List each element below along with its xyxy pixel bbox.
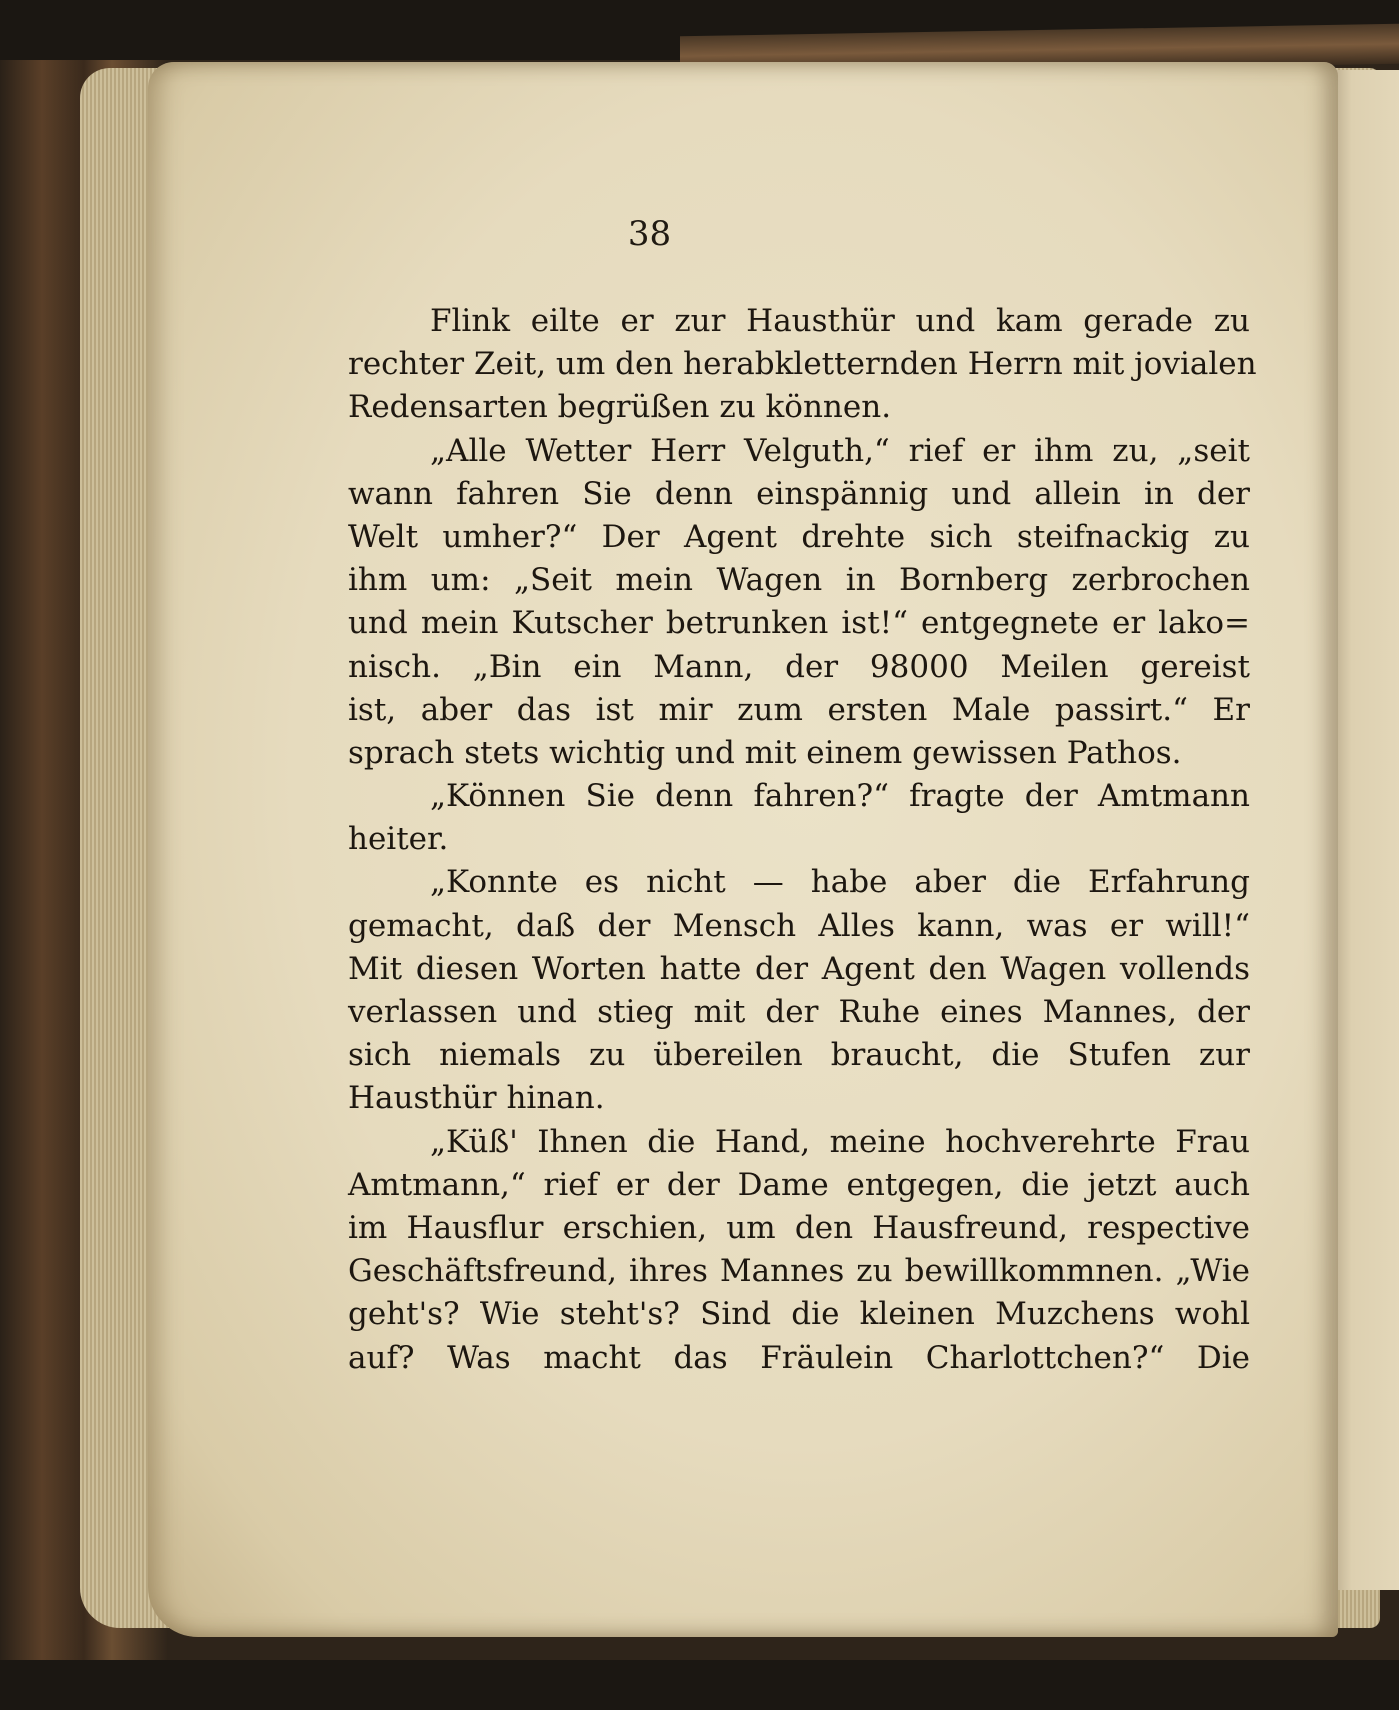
text-line: Welt umher?“ Der Agent drehte sich steifnackig zu xyxy=(348,518,1250,555)
text-line: Amtmann,“ rief er der Dame entgegen, die jetzt auch xyxy=(348,1166,1250,1203)
text-line: sprach stets wichtig und mit einem gewissen Pathos. xyxy=(348,734,1182,771)
text-line: sich niemals zu übereilen braucht, die Stufen zur xyxy=(348,1037,1250,1074)
text-line: nisch. „Bin ein Mann, der 98000 Meilen gereist xyxy=(348,648,1250,685)
text-line: „Konnte es nicht — habe aber die Erfahrung xyxy=(430,864,1250,901)
text-line: Geschäftsfreund, ihres Mannes zu bewillkommnen. „Wie xyxy=(348,1253,1250,1290)
text-line: ihm um: „Seit mein Wagen in Bornberg zerbrochen xyxy=(348,562,1250,599)
text-line: „Alle Wetter Herr Velguth,“ rief er ihm zu, „seit xyxy=(430,432,1250,469)
page-number: 38 xyxy=(627,214,672,254)
text-line: rechter Zeit, um den herabkletternden Herrn mit jovialen xyxy=(348,346,1257,383)
text-line: wann fahren Sie denn einspännig und allein in der xyxy=(348,475,1250,512)
text-line: und mein Kutscher betrunken ist!“ entgegnete er lako= xyxy=(348,605,1250,642)
text-line: auf? Was macht das Fräulein Charlottchen?“ Die xyxy=(348,1339,1250,1376)
text-line: Flink eilte er zur Hausthür und kam gerade zu xyxy=(430,303,1250,339)
text-line: heiter. xyxy=(348,821,449,858)
text-line: „Können Sie denn fahren?“ fragte der Amtmann xyxy=(430,778,1250,815)
text-line: verlassen und stieg mit der Ruhe eines Mannes, der xyxy=(348,994,1250,1030)
text-line: Hausthür hinan. xyxy=(348,1080,605,1117)
body-text xyxy=(348,300,1257,1380)
text-line: „Küß' Ihnen die Hand, meine hochverehrte Frau xyxy=(430,1123,1250,1160)
text-line: Mit diesen Worten hatte der Agent den Wagen vollends xyxy=(348,950,1250,987)
text-line: Redensarten begrüßen zu können. xyxy=(348,389,892,426)
text-line: ist, aber das ist mir zum ersten Male passirt.“ Er xyxy=(348,691,1250,728)
text-line: gemacht, daß der Mensch Alles kann, was er will!“ xyxy=(348,907,1250,944)
text-line: im Hausflur erschien, um den Hausfreund, respective xyxy=(348,1209,1250,1246)
text-line: geht's? Wie steht's? Sind die kleinen Muzchens wohl xyxy=(348,1296,1250,1333)
